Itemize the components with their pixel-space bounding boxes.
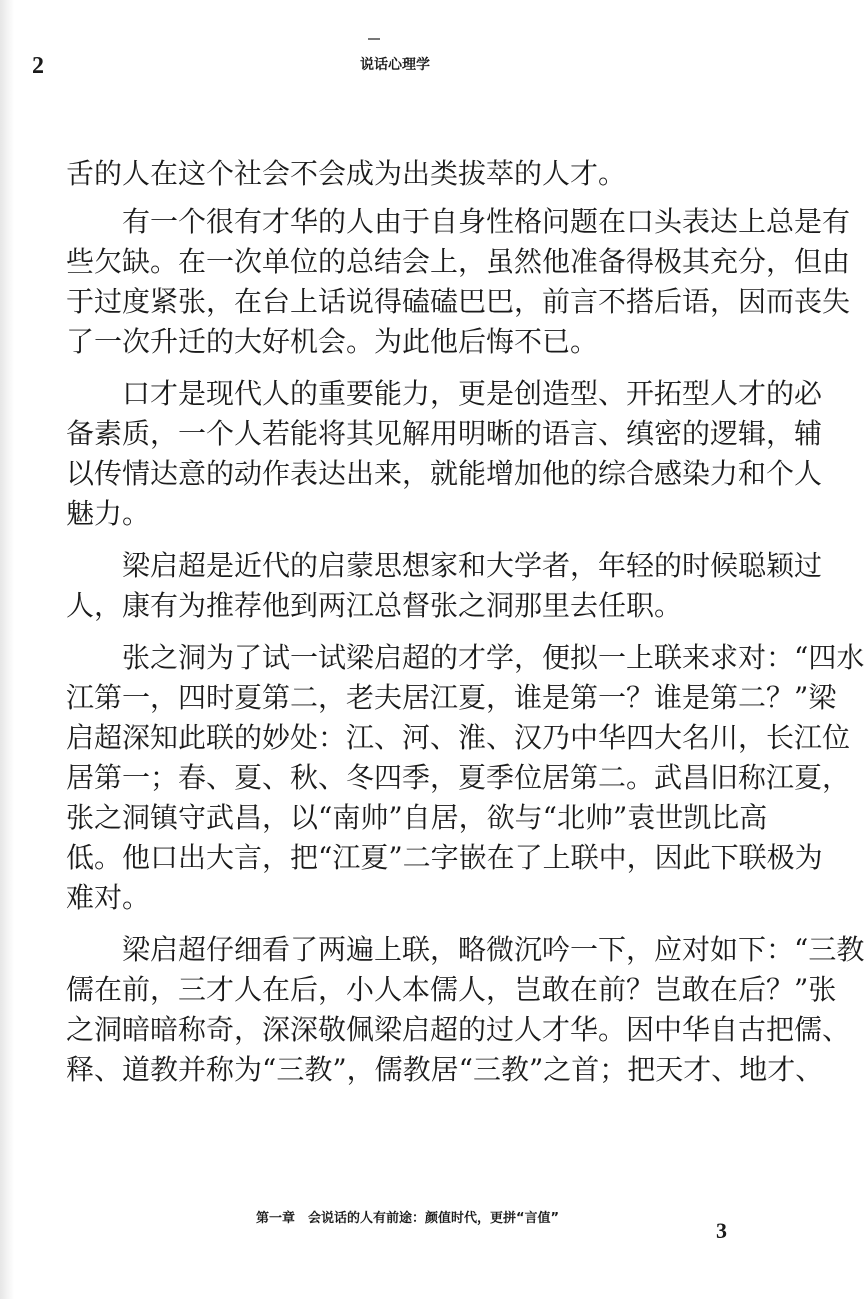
text-line: 魅力。 — [66, 497, 151, 530]
text-line: 有一个很有才华的人由于自身性格问题在口头表达上总是有 — [66, 205, 851, 238]
text-line: 难对。 — [66, 881, 151, 914]
running-title: 说话心理学 — [360, 57, 430, 73]
text-line: 梁启超是近代的启蒙思想家和大学者，年轻的时候聪颖过 — [66, 549, 823, 582]
paragraph — [66, 154, 730, 194]
text-line: 以传情达意的动作表达出来，就能增加他的综合感染力和个人 — [66, 457, 823, 490]
text-line: 低。他口出大言，把“江夏”二字嵌在了上联中，因此下联极为 — [66, 841, 823, 874]
text-line: 口才是现代人的重要能力，更是创造型、开拓型人才的必 — [66, 377, 823, 410]
text-line: 备素质，一个人若能将其见解用明晰的语言、缜密的逻辑，辅 — [66, 417, 823, 450]
text-line: 释、道教并称为“三教”，儒教居“三教”之首；把天才、地才、 — [66, 1053, 824, 1086]
paragraph — [66, 374, 823, 534]
text-line: 张之洞镇守武昌，以“南帅”自居，欲与“北帅”袁世凯比高 — [66, 801, 768, 834]
text-line: 了一次升迁的大好机会。为此他后悔不已。 — [66, 325, 599, 358]
page-edge-shadow — [0, 0, 14, 1299]
text-line: 张之洞为了试一试梁启超的才学，便拟一上联来求对：“四水 — [66, 641, 864, 674]
text-line: 儒在前，三才人在后，小人本儒人，岂敢在前？岂敢在后？”张 — [66, 973, 837, 1006]
text-line: 于过度紧张，在台上话说得磕磕巴巴，前言不搭后语，因而丧失 — [66, 285, 851, 318]
text-line: 江第一，四时夏第二，老夫居江夏，谁是第一？谁是第二？”梁 — [66, 681, 837, 714]
header-mark — [368, 38, 380, 40]
text-line: 居第一；春、夏、秋、冬四季，夏季位居第二。武昌旧称江夏， — [66, 761, 851, 794]
text-line: 启超深知此联的妙处：江、河、淮、汉乃中华四大名川，长江位 — [66, 721, 851, 754]
text-line: 梁启超仔细看了两遍上联，略微沉吟一下，应对如下：“三教 — [66, 933, 864, 966]
text-line: 些欠缺。在一次单位的总结会上，虽然他准备得极其充分，但由 — [66, 245, 851, 278]
text-line: 人，康有为推荐他到两江总督张之洞那里去任职。 — [66, 589, 683, 622]
body-text — [66, 154, 864, 1090]
paragraph — [66, 546, 823, 626]
chapter-title-footer: 第一章 会说话的人有前途：颜值时代，更拼“言值” — [256, 1211, 560, 1226]
paragraph — [66, 638, 864, 918]
paragraph — [66, 202, 851, 362]
paragraph — [66, 930, 864, 1090]
text-line: 之洞暗暗称奇，深深敬佩梁启超的过人才华。因中华自古把儒、 — [66, 1013, 851, 1046]
page-number-left: 2 — [32, 53, 44, 79]
page-number-right: 3 — [716, 1218, 727, 1243]
text-line: 舌的人在这个社会不会成为出类拔萃的人才。 — [66, 157, 627, 190]
